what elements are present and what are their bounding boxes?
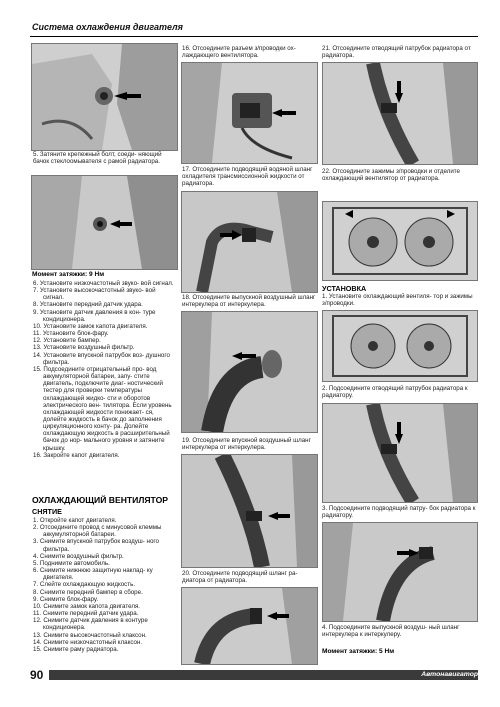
list-item: 16. Закройте капот двигателя.	[33, 451, 120, 459]
list-item: 14. Снимите низкочастотный клаксон.	[33, 638, 143, 646]
figure-fan-install	[322, 310, 478, 382]
bolt-illustration	[32, 176, 177, 269]
footer-bar	[30, 670, 478, 680]
list-item: 1. Откройте капот двигателя.	[33, 517, 117, 524]
list-item: 5. Поднимите автомобиль.	[33, 559, 110, 567]
figure-radiator-outlet	[322, 62, 478, 165]
list-item: 7. Слейте охлаждающую жидкость.	[33, 581, 136, 589]
list-item: 12. Снимите датчик давления в контуре кондиционера.	[33, 617, 148, 632]
list-item: 14. Установите впускной патрубок воз- душного фильтра.	[33, 351, 170, 366]
install-step-2-caption: 2. Подсоедините отводящий патрубок радиатора к радиатору.	[322, 385, 468, 400]
outlet-install-illustration	[323, 404, 477, 502]
figure-outlet-install	[322, 403, 478, 503]
section-heading-fan: ОХЛАЖДАЮЩИЙ ВЕНТИЛЯТОР	[32, 495, 169, 505]
list-item: 6. Снимите нижнюю защитную наклад- ку двигателя.	[33, 567, 153, 582]
list-item: 12. Установите бампер.	[33, 337, 101, 345]
fan-install-illustration	[323, 311, 477, 381]
step-20-caption: 20. Отсоедините подводящий шланг ра- диатора от радиатора.	[182, 570, 298, 585]
step-19-caption: 19. Отсоедините впускной воздушный шланг интеркулера от интеркулера.	[182, 437, 311, 452]
list-item: 3. Снимите впускной патрубок воздуш- ного фильтра.	[33, 538, 159, 553]
list-item: 10. Установите замок капота двигателя.	[33, 322, 148, 330]
removal-steps-list	[33, 517, 176, 653]
step-16-caption: 16. Отсоедините разъем з/проводки ох- лаждающего вентилятора.	[182, 45, 296, 60]
list-item: 2. Отсоедините провод с минусовой клеммы аккумуляторной батареи.	[33, 524, 162, 539]
list-item: 11. Установите блок-фару.	[33, 330, 109, 338]
inlet-install-illustration	[323, 523, 477, 621]
list-item: 4. Снимите воздушный фильтр.	[33, 552, 124, 560]
list-item: 6. Установите низкочастотный звуко- вой сигнал.	[33, 280, 174, 287]
radiator-outlet-illustration	[323, 63, 477, 164]
connector-illustration	[182, 63, 317, 163]
figure-intercooler-outlet	[181, 311, 318, 433]
page-header	[30, 22, 478, 37]
torque-spec-2: Момент затяжки: 5 Нм	[322, 648, 395, 655]
step-18-caption: 18. Отсоедините выпускной воздушный шланг интеркулера от интеркулера.	[182, 294, 316, 309]
install-step-1-caption: 1. Установите охлаждающий вентиля- тор и зажимы з/проводки.	[322, 293, 473, 308]
step-5-caption: 5. Затяните крепежный болт, соеди- няющий бачок стеклоомывателя с рамой радиатора.	[33, 151, 162, 166]
intercooler-inlet-illustration	[182, 455, 317, 567]
list-item: 11. Снимите передний датчик удара.	[33, 610, 139, 618]
radiator-hose-illustration	[182, 588, 317, 664]
page-number: 90	[30, 668, 49, 682]
figure-transmission-hose	[181, 191, 318, 293]
install-step-3-caption: 3. Подсоедините подводящий патру- бок радиатора к радиатору.	[322, 505, 476, 520]
list-item: 15. Снимите раму радиатора.	[33, 645, 119, 653]
step-17-caption: 17. Отсоедините подводящий водяной шланг охладителя трансмиссионной жидкости от радиатора.	[182, 166, 313, 188]
section-title: Система охлаждения двигателя	[32, 22, 183, 32]
list-item: 13. Снимите высокочастотный клаксон.	[33, 631, 147, 639]
list-item: 8. Установите передний датчик удара.	[33, 301, 143, 309]
figure-intercooler-inlet	[181, 454, 318, 568]
list-item: 9. Установите датчик давления в кон- туре кондиционера.	[33, 308, 156, 323]
step-21-caption: 21. Отсоедините отводящий патрубок радиатора от радиатора.	[322, 45, 471, 60]
list-item: 7. Установите высокочастотный звуко- вой сигнал.	[33, 287, 156, 302]
figure-inlet-install	[322, 522, 478, 622]
figure-washer-bolt	[31, 43, 178, 151]
engine-bay-illustration	[32, 44, 177, 150]
figure-radiator-inlet-hose	[181, 587, 318, 665]
hose-illustration	[182, 192, 317, 292]
fan-assembly-illustration	[323, 202, 477, 280]
list-item: 9. Снимите блок-фару.	[33, 595, 99, 603]
install-steps-list	[33, 280, 176, 459]
list-item: 8. Снимите передний бампер в сборе.	[33, 588, 143, 596]
figure-fan-assembly	[322, 201, 478, 281]
figure-bolt-detail	[31, 175, 178, 270]
install-heading: УСТАНОВКА	[322, 284, 367, 293]
removal-heading: СНЯТИЕ	[32, 507, 62, 516]
install-step-4-caption: 4. Подсоедините выпускной воздуш- ный шланг интеркулера к интеркулеру.	[322, 624, 460, 639]
list-item: 10. Снимите замок капота двигателя.	[33, 602, 141, 610]
publisher-brand: Автонавигатор	[421, 671, 478, 678]
intercooler-outlet-illustration	[182, 312, 317, 432]
list-item: 13. Установите воздушный фильтр.	[33, 344, 135, 352]
figure-fan-connector	[181, 62, 318, 164]
step-22-caption: 22. Отсоедините зажимы з/проводки и отделите охлаждающий вентилятор от радиатора.	[322, 168, 460, 183]
list-item: 15. Подсоедините отрицательный про- вод аккумуляторной батареи, запу- стите двигатель, подключите диаг- ностический тестер для проверки температуры охлаждающей жидко- сти и оборотов электрического вен- тилятора. Если уровень охлаждающей жидкости понижает- ся, долейте жидкость в бачок до заполнения циркуляционного конту- ра. Долейте охлаждающую жидкость в расширительный бачок до нор- мального уровня и затяните крышку.	[33, 365, 172, 452]
torque-spec-1: Момент затяжки: 9 Нм	[32, 271, 105, 278]
